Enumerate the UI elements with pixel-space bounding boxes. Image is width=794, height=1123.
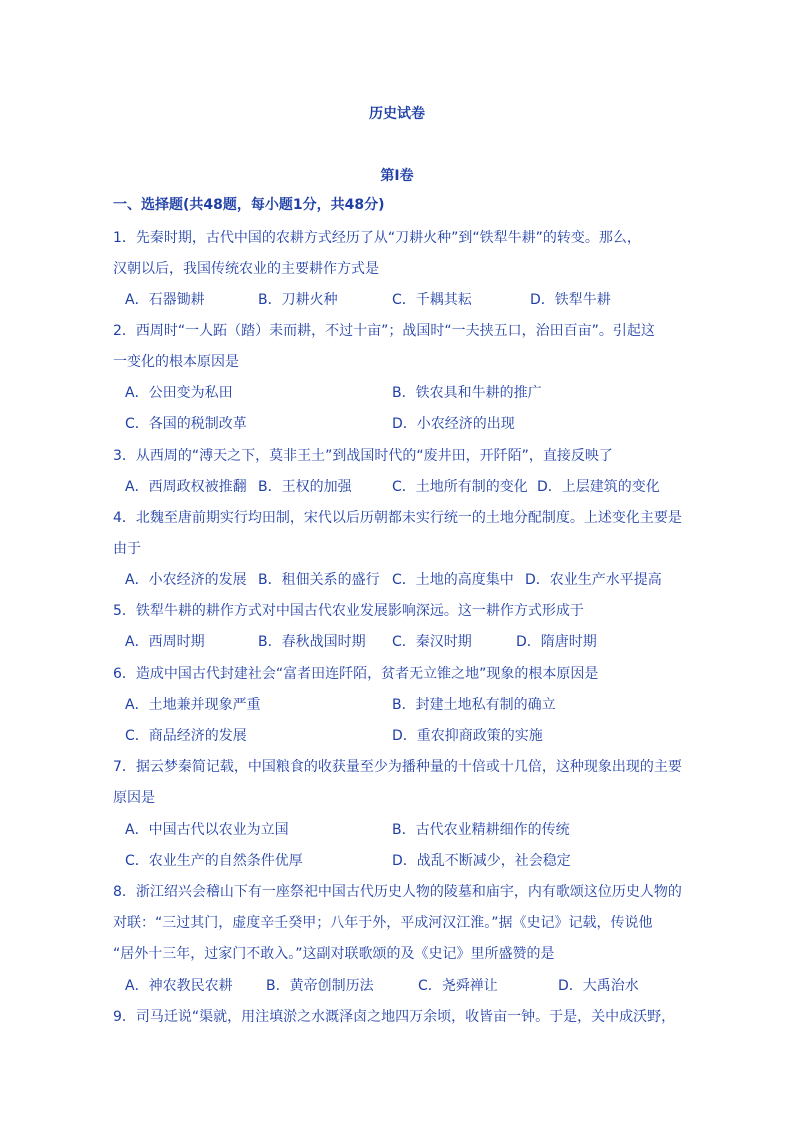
- question-6-option-c: C．商品经济的发展: [125, 728, 247, 744]
- question-4-option-c: C．土地的高度集中: [392, 572, 514, 588]
- question-2-option-a: A．公田变为私田: [125, 385, 233, 401]
- exam-title: 历史试卷: [369, 106, 425, 122]
- question-7-option-c: C．农业生产的自然条件优厚: [125, 853, 303, 869]
- question-4-option-a: A．小农经济的发展: [125, 572, 247, 588]
- question-6-line-1: 6．造成中国古代封建社会“富者田连阡陌，贫者无立锥之地”现象的根本原因是: [113, 666, 599, 682]
- question-8-option-b: B．黄帝创制历法: [266, 978, 374, 994]
- question-5-option-b: B．春秋战国时期: [258, 634, 366, 650]
- question-1-option-c: C．千耦其耘: [392, 292, 472, 308]
- question-7-option-d: D．战乱不断减少，社会稳定: [392, 853, 571, 869]
- question-7-line-2: 原因是: [113, 790, 155, 806]
- question-7-option-a: A．中国古代以农业为立国: [125, 822, 289, 838]
- question-2-option-c: C．各国的税制改革: [125, 416, 247, 432]
- question-7-line-1: 7．据云梦秦简记载，中国粮食的收获量至少为播种量的十倍或十几倍，这种现象出现的主要: [113, 759, 682, 775]
- question-4-option-b: B．租佃关系的盛行: [258, 572, 380, 588]
- question-1-option-a: A．石器锄耕: [125, 292, 205, 308]
- question-4-line-1: 4．北魏至唐前期实行均田制，宋代以后历朝都未实行统一的土地分配制度。上述变化主要是: [113, 510, 682, 526]
- question-4-line-2: 由于: [113, 541, 141, 557]
- section-heading: 一、选择题(共48题，每小题1分，共48分): [113, 197, 385, 213]
- question-1-line-2: 汉朝以后，我国传统农业的主要耕作方式是: [113, 261, 379, 277]
- question-2-line-2: 一变化的根本原因是: [113, 354, 239, 370]
- question-8-option-c: C．尧舜禅让: [418, 978, 498, 994]
- question-5-line-1: 5．铁犁牛耕的耕作方式对中国古代农业发展影响深远。这一耕作方式形成于: [113, 603, 584, 619]
- question-8-option-a: A．神农教民农耕: [125, 978, 233, 994]
- question-7-option-b: B．古代农业精耕细作的传统: [392, 822, 570, 838]
- question-8-line-1: 8．浙江绍兴会稽山下有一座祭祀中国古代历史人物的陵墓和庙宇，内有歌颂这位历史人物的: [113, 884, 682, 900]
- part-heading: 第Ⅰ卷: [380, 168, 414, 184]
- question-8-line-3: “居外十三年，过家门不敢入。”这副对联歌颂的及《史记》里所盛赞的是: [113, 946, 555, 962]
- question-4-option-d: D．农业生产水平提高: [525, 572, 662, 588]
- question-3-option-b: B．王权的加强: [258, 479, 352, 495]
- question-8-line-2: 对联：“三过其门，虚度辛壬癸甲；八年于外，平成河汉江淮。”据《史记》记载，传说他: [113, 915, 653, 931]
- question-5-option-a: A．西周时期: [125, 634, 205, 650]
- question-1-option-d: D．铁犁牛耕: [530, 292, 611, 308]
- question-2-option-b: B．铁农具和牛耕的推广: [392, 385, 542, 401]
- question-3-option-a: A．西周政权被推翻: [125, 479, 247, 495]
- question-8-option-d: D．大禹治水: [558, 978, 639, 994]
- question-1-line-1: 1．先秦时期，古代中国的农耕方式经历了从“刀耕火种”到“铁犁牛耕”的转变。那么，: [113, 230, 641, 246]
- question-9-line-1: 9．司马迁说“渠就，用注填淤之水溉泽卤之地四万余顷，收皆亩一钟。于是，关中成沃野，: [113, 1009, 676, 1025]
- question-3-option-c: C．土地所有制的变化: [392, 479, 528, 495]
- question-2-option-d: D．小农经济的出现: [392, 416, 515, 432]
- question-5-option-d: D．隋唐时期: [516, 634, 597, 650]
- question-3-line-1: 3．从西周的“溥天之下，莫非王土”到战国时代的“废井田，开阡陌”，直接反映了: [113, 448, 613, 464]
- question-1-option-b: B．刀耕火种: [258, 292, 338, 308]
- question-6-option-d: D．重农抑商政策的实施: [392, 728, 543, 744]
- question-2-line-1: 2．西周时“一人跖（踏）耒而耕，不过十亩”；战国时“一夫挟五口，治田百亩”。引起这: [113, 323, 655, 339]
- question-5-option-c: C．秦汉时期: [392, 634, 472, 650]
- question-6-option-a: A．土地兼并现象严重: [125, 697, 261, 713]
- question-6-option-b: B．封建土地私有制的确立: [392, 697, 556, 713]
- question-3-option-d: D．上层建筑的变化: [537, 479, 660, 495]
